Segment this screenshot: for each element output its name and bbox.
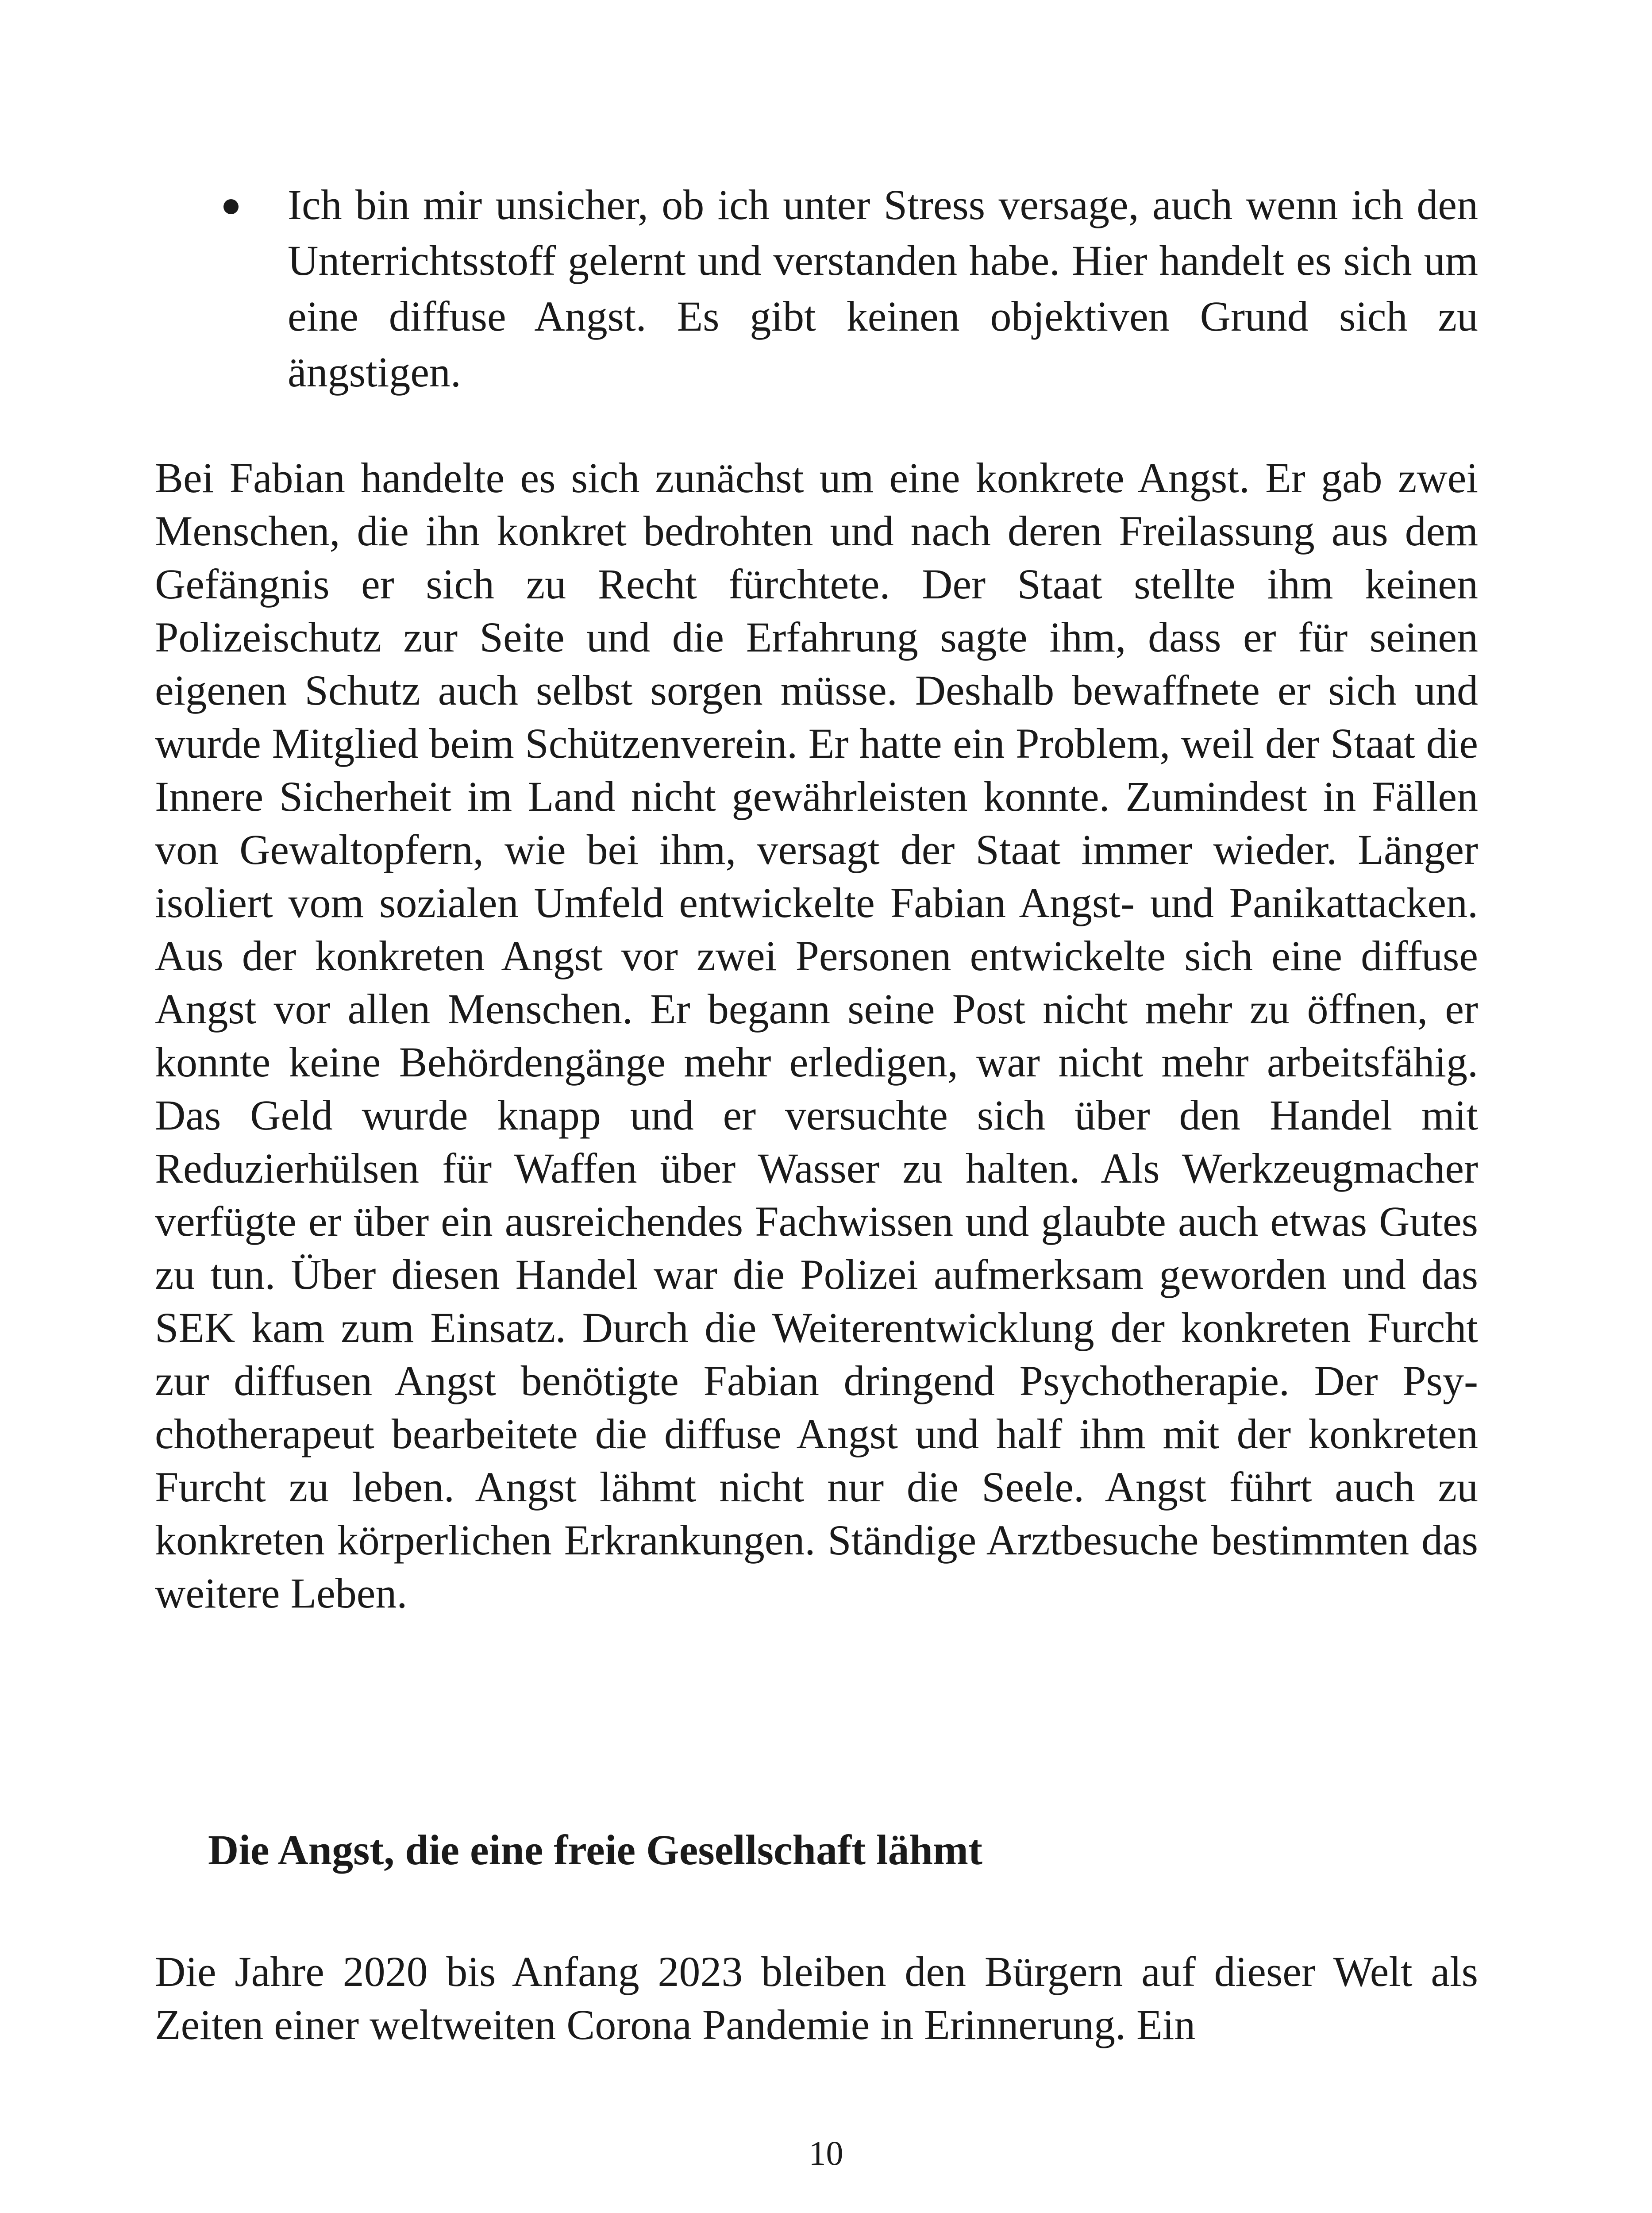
bullet-list-item — [155, 177, 1478, 400]
bullet-text: Ich bin mir unsicher, ob ich unter Stress versage, auch wenn ich den Unterrichtsstoff gelernt und verstanden habe. Hier handelt es sich um eine diffuse Angst. Es gibt keinen objektiven Grund sich zu ängstigen. — [288, 181, 1478, 396]
page-number: 10 — [809, 2134, 843, 2172]
body-paragraph-corona: Die Jahre 2020 bis Anfang 2023 bleiben den Bürgern auf dieser Welt als Zeiten einer weltweiten Corona Pandemie in Erinnerung. Ein — [155, 1948, 1478, 2048]
bullet-icon — [223, 199, 239, 214]
body-paragraph-fabian: Bei Fabian handelte es sich zunächst um eine konkrete Angst. Er gab zwei Menschen, die ihn konkret bedrohten und nach deren Freilassung aus dem Gefängnis er sich zu Recht fürchtete. Der Staat stellte ihm keinen Polizeischutz zur Seite und die Erfahrung sagte ihm, dass er für seinen eigenen Schutz auch selbst sorgen müsse. Deshalb bewaffnete er sich und wurde Mitglied beim Schützenverein. Er hatte ein Problem, weil der Staat die Innere Sicherheit im Land nicht gewährleisten konnte. Zumindest in Fällen von Gewaltopfern, wie bei ihm, versagt der Staat immer wieder. Länger isoliert vom sozialen Umfeld entwickelte Fabian Angst- und Panikattacken. Aus der konkreten Angst vor zwei Personen entwickelte sich eine diffuse Angst vor allen Menschen. Er begann seine Post nicht mehr zu öffnen, er konnte keine Behördengänge mehr erledigen, war nicht mehr arbeitsfähig. Das Geld wurde knapp und er versuchte sich über den Handel mit Reduzierhülsen für Waffen über Wasser zu halten. Als Werkzeugmacher verfügte er über ein ausreichendes Fachwissen und glaubte auch etwas Gutes zu tun. Über diesen Handel war die Polizei aufmerksam geworden und das SEK kam zum Einsatz. Durch die Weiterentwicklung der konkreten Furcht zur diffusen Angst benötigte Fabian dringend Psychotherapie. Der Psychotherapeut bearbeitete die diffuse Angst und half ihm mit der konkreten Furcht zu leben. Angst lähmt nicht nur die Seele. Angst führt auch zu konkreten körperlichen Erkrankungen. Ständige Arztbesuche bestimmten das weitere Leben. — [155, 454, 1478, 1617]
section-heading: Die Angst, die eine freie Gesellschaft lähmt — [208, 1826, 982, 1874]
